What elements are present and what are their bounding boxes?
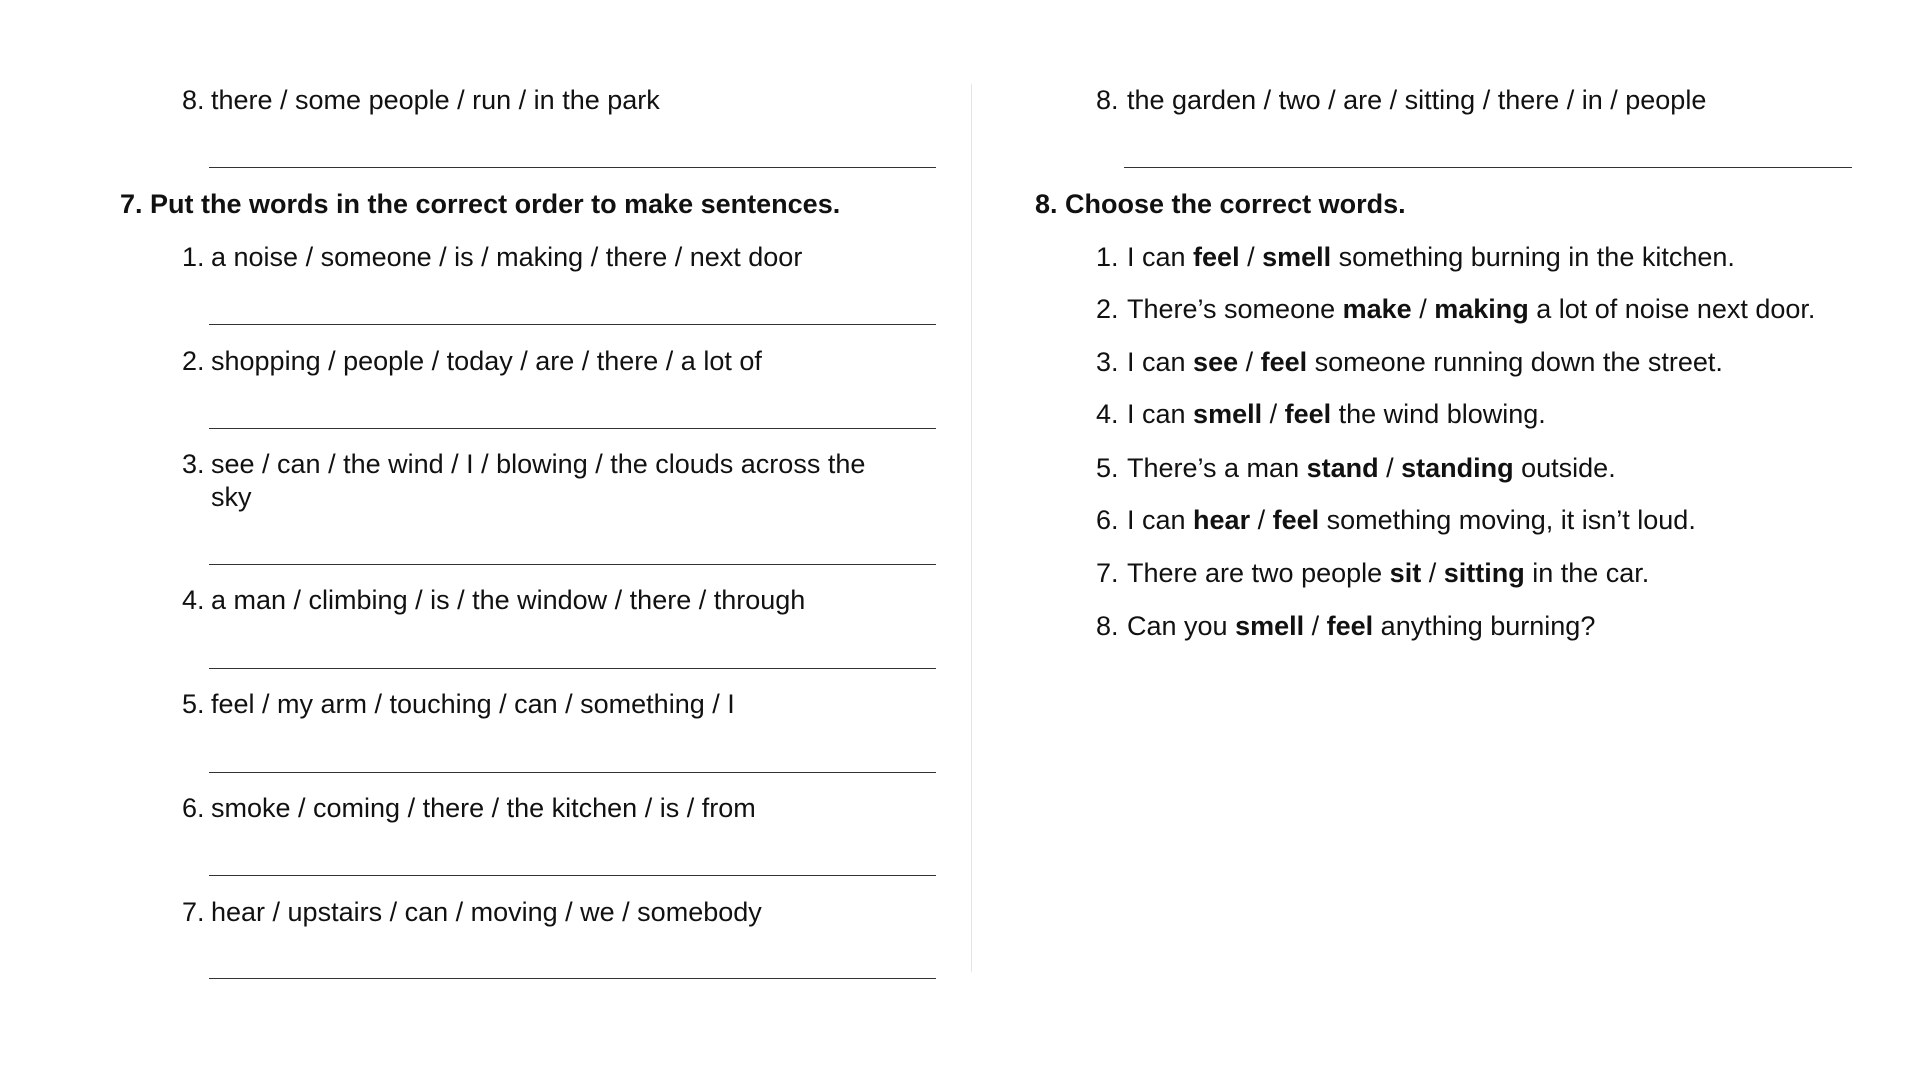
item-number: 1. [182,242,205,272]
separator: / [1238,347,1261,377]
answer-line[interactable] [209,772,936,773]
separator: / [1304,611,1327,641]
choice-item [1127,452,1616,485]
option-b[interactable]: feel [1326,611,1374,641]
column-divider [971,84,972,972]
item-number: 5. [1096,453,1119,483]
option-a[interactable]: smell [1193,399,1263,429]
item-text: Can you [1127,611,1236,641]
separator: / [1250,505,1273,535]
item-number: 2. [182,346,205,376]
item-text: the garden / two / are / sitting / there / in / people [1127,85,1707,115]
item-text: I can [1127,399,1194,429]
item-number: 3. [1096,347,1119,377]
item-number: 4. [182,585,205,615]
item-text: There are two people [1127,558,1390,588]
choice-item [1127,504,1696,537]
item-number: 8. [1096,611,1119,641]
separator: / [1378,453,1402,483]
item-text: I can [1127,347,1194,377]
option-a[interactable]: smell [1235,611,1305,641]
choice-item [1127,241,1735,274]
section-8-heading: 8. Choose the correct words. [1035,189,1406,219]
option-a[interactable]: stand [1306,453,1379,483]
item-text: hear / upstairs / can / moving / we / somebody [211,897,762,927]
item-number: 5. [182,689,205,719]
item-number: 2. [1096,294,1119,324]
item-text: something burning in the kitchen. [1331,242,1735,272]
option-a[interactable]: feel [1193,242,1240,272]
item-number: 8. [182,85,205,115]
option-a[interactable]: sit [1389,558,1422,588]
item-text: a man / climbing / is / the window / there / through [211,585,806,615]
choice-item [1127,610,1595,643]
separator: / [1239,242,1263,272]
item-number: 7. [1096,558,1119,588]
item-number: 7. [182,897,205,927]
item-text: There’s a man [1127,453,1307,483]
answer-line[interactable] [209,668,936,669]
item-text: a lot of noise next door. [1528,294,1816,324]
option-b[interactable]: standing [1401,453,1514,483]
choice-item [1127,398,1546,431]
item-number: 4. [1096,399,1119,429]
item-text: there / some people / run / in the park [211,85,660,115]
option-b[interactable]: feel [1284,399,1332,429]
item-number: 6. [182,793,205,823]
item-text: I can [1127,242,1194,272]
option-a[interactable]: make [1342,294,1412,324]
choice-item [1127,293,1815,326]
separator: / [1421,558,1444,588]
item-text: something moving, it isn’t loud. [1319,505,1696,535]
answer-line[interactable] [1124,167,1852,168]
separator: / [1411,294,1435,324]
option-b[interactable]: feel [1272,505,1320,535]
item-number: 6. [1096,505,1119,535]
answer-line[interactable] [209,978,936,979]
choice-item [1127,346,1723,379]
choice-item [1127,557,1649,590]
item-text: see / can / the wind / I / blowing / the clouds across the [211,449,866,479]
item-text: shopping / people / today / are / there / a lot of [211,346,762,376]
option-b[interactable]: making [1434,294,1529,324]
item-text-continued: sky [211,482,252,512]
item-number: 1. [1096,242,1119,272]
item-number: 3. [182,449,205,479]
separator: / [1262,399,1285,429]
option-b[interactable]: smell [1262,242,1332,272]
answer-line[interactable] [209,875,936,876]
answer-line[interactable] [209,324,936,325]
item-text: the wind blowing. [1331,399,1546,429]
item-text: feel / my arm / touching / can / something / I [211,689,735,719]
item-number: 8. [1096,85,1119,115]
item-text: a noise / someone / is / making / there / next door [211,242,803,272]
option-b[interactable]: sitting [1443,558,1525,588]
answer-line[interactable] [209,428,936,429]
item-text: outside. [1513,453,1616,483]
item-text: smoke / coming / there / the kitchen / is / from [211,793,756,823]
answer-line[interactable] [209,564,936,565]
section-7-heading: 7. Put the words in the correct order to make sentences. [120,189,841,219]
option-b[interactable]: feel [1260,347,1308,377]
item-text: anything burning? [1373,611,1596,641]
option-a[interactable]: hear [1193,505,1251,535]
item-text: someone running down the street. [1307,347,1723,377]
answer-line[interactable] [209,167,936,168]
item-text: in the car. [1524,558,1650,588]
item-text: I can [1127,505,1194,535]
option-a[interactable]: see [1193,347,1239,377]
item-text: There’s someone [1127,294,1343,324]
